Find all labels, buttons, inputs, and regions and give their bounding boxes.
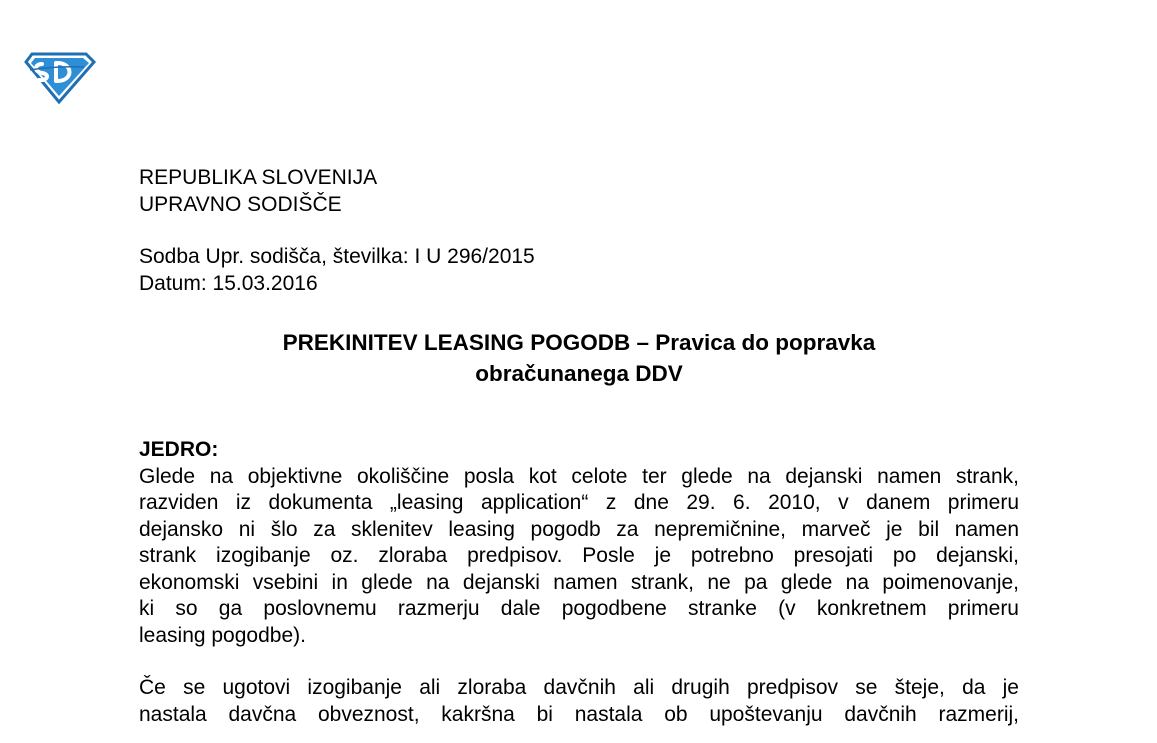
document-title xyxy=(139,327,1019,389)
paragraph-line: razviden iz dokumenta „leasing application“ z dne 29. 6. 2010, v danem primeru xyxy=(139,491,1019,514)
case-number: Sodba Upr. sodišča, številka: I U 296/2015 xyxy=(139,245,535,268)
header-country: REPUBLIKA SLOVENIJA xyxy=(139,166,378,189)
jedro-paragraph-1 xyxy=(139,464,1019,650)
court-logo xyxy=(22,50,96,104)
paragraph-line: nastala davčna obveznost, kakršna bi nastala ob upoštevanju davčnih razmerij, xyxy=(139,702,1019,726)
paragraph-line: dejansko ni šlo za sklenitev leasing pogodb za nepremičnine, marveč je bil namen xyxy=(139,517,1019,541)
paragraph-line: leasing pogodbe). xyxy=(139,623,306,647)
court-logo-icon xyxy=(22,50,96,104)
title-line-2: obračunanega DDV xyxy=(475,361,683,386)
court-header xyxy=(139,165,1019,218)
title-line-1: PREKINITEV LEASING POGODB – Pravica do popravka xyxy=(282,330,876,355)
case-meta xyxy=(139,244,1019,297)
paragraph-line: ki so ga poslovnemu razmerju dale pogodbene stranke (v konkretnem primeru xyxy=(139,597,1019,620)
jedro-heading: JEDRO: xyxy=(139,438,219,461)
case-date: Datum: 15.03.2016 xyxy=(139,271,318,295)
paragraph-line: ekonomski vsebini in glede na dejanski namen strank, ne pa glede na poimenovanje, xyxy=(139,570,1019,594)
header-court: UPRAVNO SODIŠČE xyxy=(139,192,342,216)
paragraph-line: Glede na objektivne okoliščine posla kot celote ter glede na dejanski namen strank, xyxy=(139,464,1019,488)
document-body xyxy=(139,165,1019,728)
paragraph-line: Če se ugotovi izogibanje ali zloraba davčnih ali drugih predpisov se šteje, da je xyxy=(139,676,1019,699)
paragraph-line: strank izogibanje oz. zloraba predpisov. Posle je potrebno presojati po dejanski, xyxy=(139,544,1019,567)
jedro-paragraph-2 xyxy=(139,675,1019,728)
